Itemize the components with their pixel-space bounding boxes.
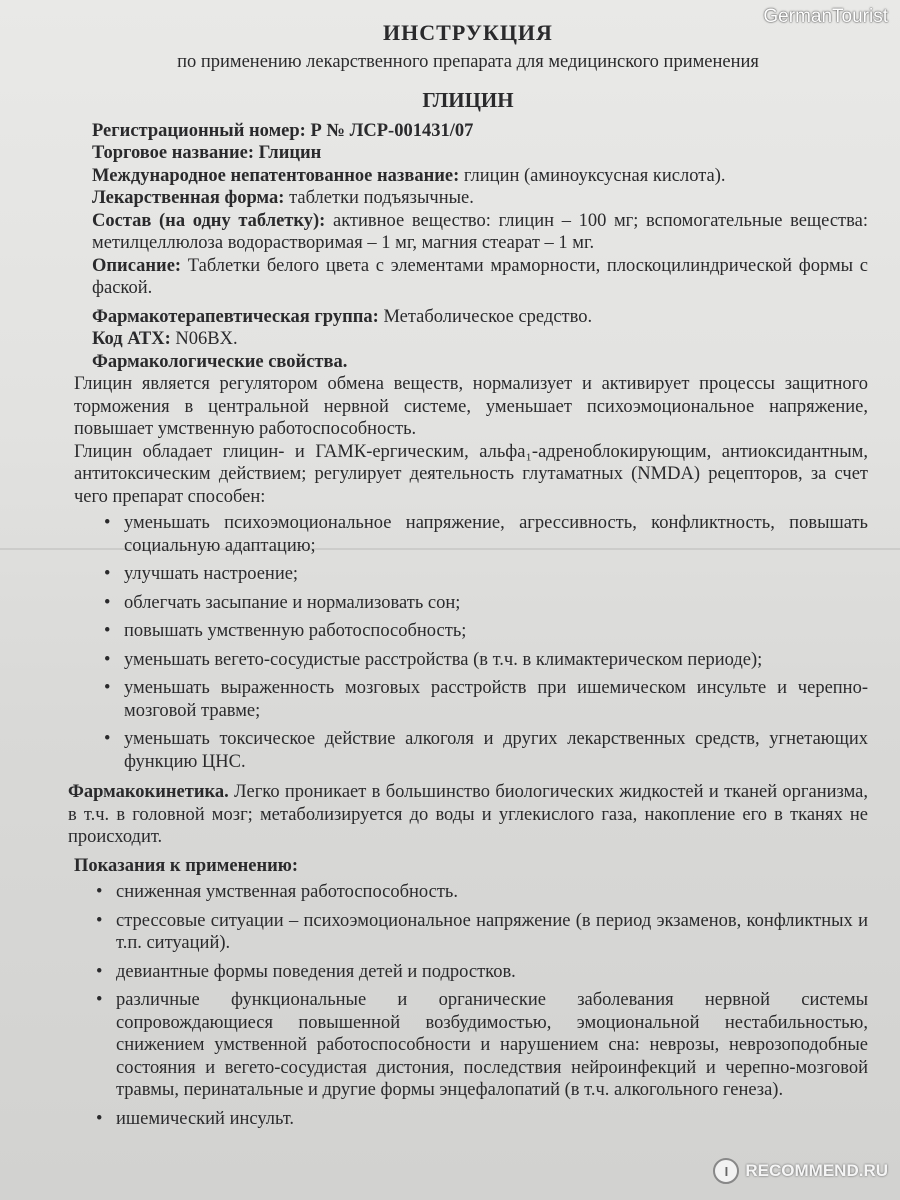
list-item: • уменьшать психоэмоциональное напряжение, агрессивность, конфликтность, повышать социальную адаптацию; bbox=[104, 512, 868, 557]
field-atc-code: Код АТХ: N06BX. bbox=[92, 329, 238, 349]
field-composition: Состав (на одну таблетку): активное вещество: глицин – 100 мг; вспомогательные вещества: метилцеллюлоза водорастворимая – 1 мг, магния стеарат – 1 мг. bbox=[92, 210, 868, 253]
pharmacokinetics-paragraph: Фармакокинетика. Легко проникает в большинство биологических жидкостей и тканей организма, в т.ч. в головной мозг; метаболизируется до воды и углекислого газа, накопление его в тканях не происходит. bbox=[68, 782, 868, 847]
document-title: ИНСТРУКЦИЯ bbox=[383, 20, 553, 45]
field-pharm-group: Фармакотерапевтическая группа: Метаболическое средство. bbox=[92, 306, 593, 327]
recommend-logo-icon: I bbox=[713, 1158, 739, 1184]
indications-heading: Показания к применению: bbox=[74, 855, 299, 876]
watermark-site bbox=[713, 1158, 888, 1184]
abilities-list bbox=[104, 512, 868, 773]
list-item: • улучшать настроение; bbox=[104, 563, 868, 586]
list-item: • облегчать засыпание и нормализовать сон; bbox=[104, 592, 868, 615]
field-inn: Международное непатентованное название: глицин (аминоуксусная кислота). bbox=[92, 165, 726, 186]
list-item: • ишемический инсульт. bbox=[96, 1108, 868, 1131]
list-item: • уменьшать вегето-сосудистые расстройства (в т.ч. в климактерическом периоде); bbox=[104, 649, 868, 672]
field-trade-name: Торговое название: Глицин bbox=[92, 143, 322, 163]
pharmacology-heading: Фармакологические свойства. bbox=[92, 351, 348, 372]
drug-name: ГЛИЦИН bbox=[422, 88, 514, 112]
field-registration: Регистрационный номер: Р № ЛСР-001431/07 bbox=[92, 120, 474, 141]
list-item: • уменьшать выраженность мозговых расстройств при ишемическом инсульте и черепно-мозговой травме; bbox=[104, 677, 868, 722]
list-item: • сниженная умственная работоспособность. bbox=[96, 881, 868, 904]
watermark-site-text: RECOMMEND.RU bbox=[745, 1161, 888, 1180]
document-body bbox=[68, 18, 868, 1136]
pharmacology-paragraph-2: Глицин обладает глицин- и ГАМК-ергическим, альфа₁-адреноблокирующим, антиоксидантным, антитоксическим действием; регулирует деятельность глутаматных (NMDA) рецепторов, за счет чего препарат способен: bbox=[74, 441, 868, 507]
list-item: • девиантные формы поведения детей и подростков. bbox=[96, 961, 868, 984]
pharmacokinetics-heading: Фармакокинетика. bbox=[68, 782, 229, 802]
list-item: • уменьшать токсическое действие алкоголя и других лекарственных средств, угнетающих функцию ЦНС. bbox=[104, 728, 868, 773]
field-dosage-form: Лекарственная форма: таблетки подъязычные. bbox=[92, 188, 474, 208]
pharmacology-paragraph-1: Глицин является регулятором обмена веществ, нормализует и активирует процессы защитного торможения в центральной нервной системе, уменьшает психоэмоциональное напряжение, повышает умственную работоспособность. bbox=[74, 374, 868, 439]
list-item: • различные функциональные и органические заболевания нервной системы сопровождающиеся повышенной возбудимостью, эмоциональной нестабильностью, снижением умственной работоспособности и нарушением сна: неврозы, неврозоподобные состояния и вегето-сосудистая дистония, последствия нейроинфекций и черепно-мозговой травмы, перинатальные и другие формы энцефалопатий (в т.ч. алкогольного генеза). bbox=[96, 989, 868, 1102]
list-item: • стрессовые ситуации – психоэмоциональное напряжение (в период экзаменов, конфликтных и т.п. ситуаций). bbox=[96, 910, 868, 955]
indications-list bbox=[96, 881, 868, 1130]
document-subtitle: по применению лекарственного препарата для медицинского применения bbox=[177, 51, 759, 72]
watermark-author: GermanTourist bbox=[763, 6, 888, 27]
list-item: • повышать умственную работоспособность; bbox=[104, 620, 868, 643]
field-description: Описание: Таблетки белого цвета с элементами мраморности, плоскоцилиндрической формы с фаской. bbox=[92, 255, 868, 298]
